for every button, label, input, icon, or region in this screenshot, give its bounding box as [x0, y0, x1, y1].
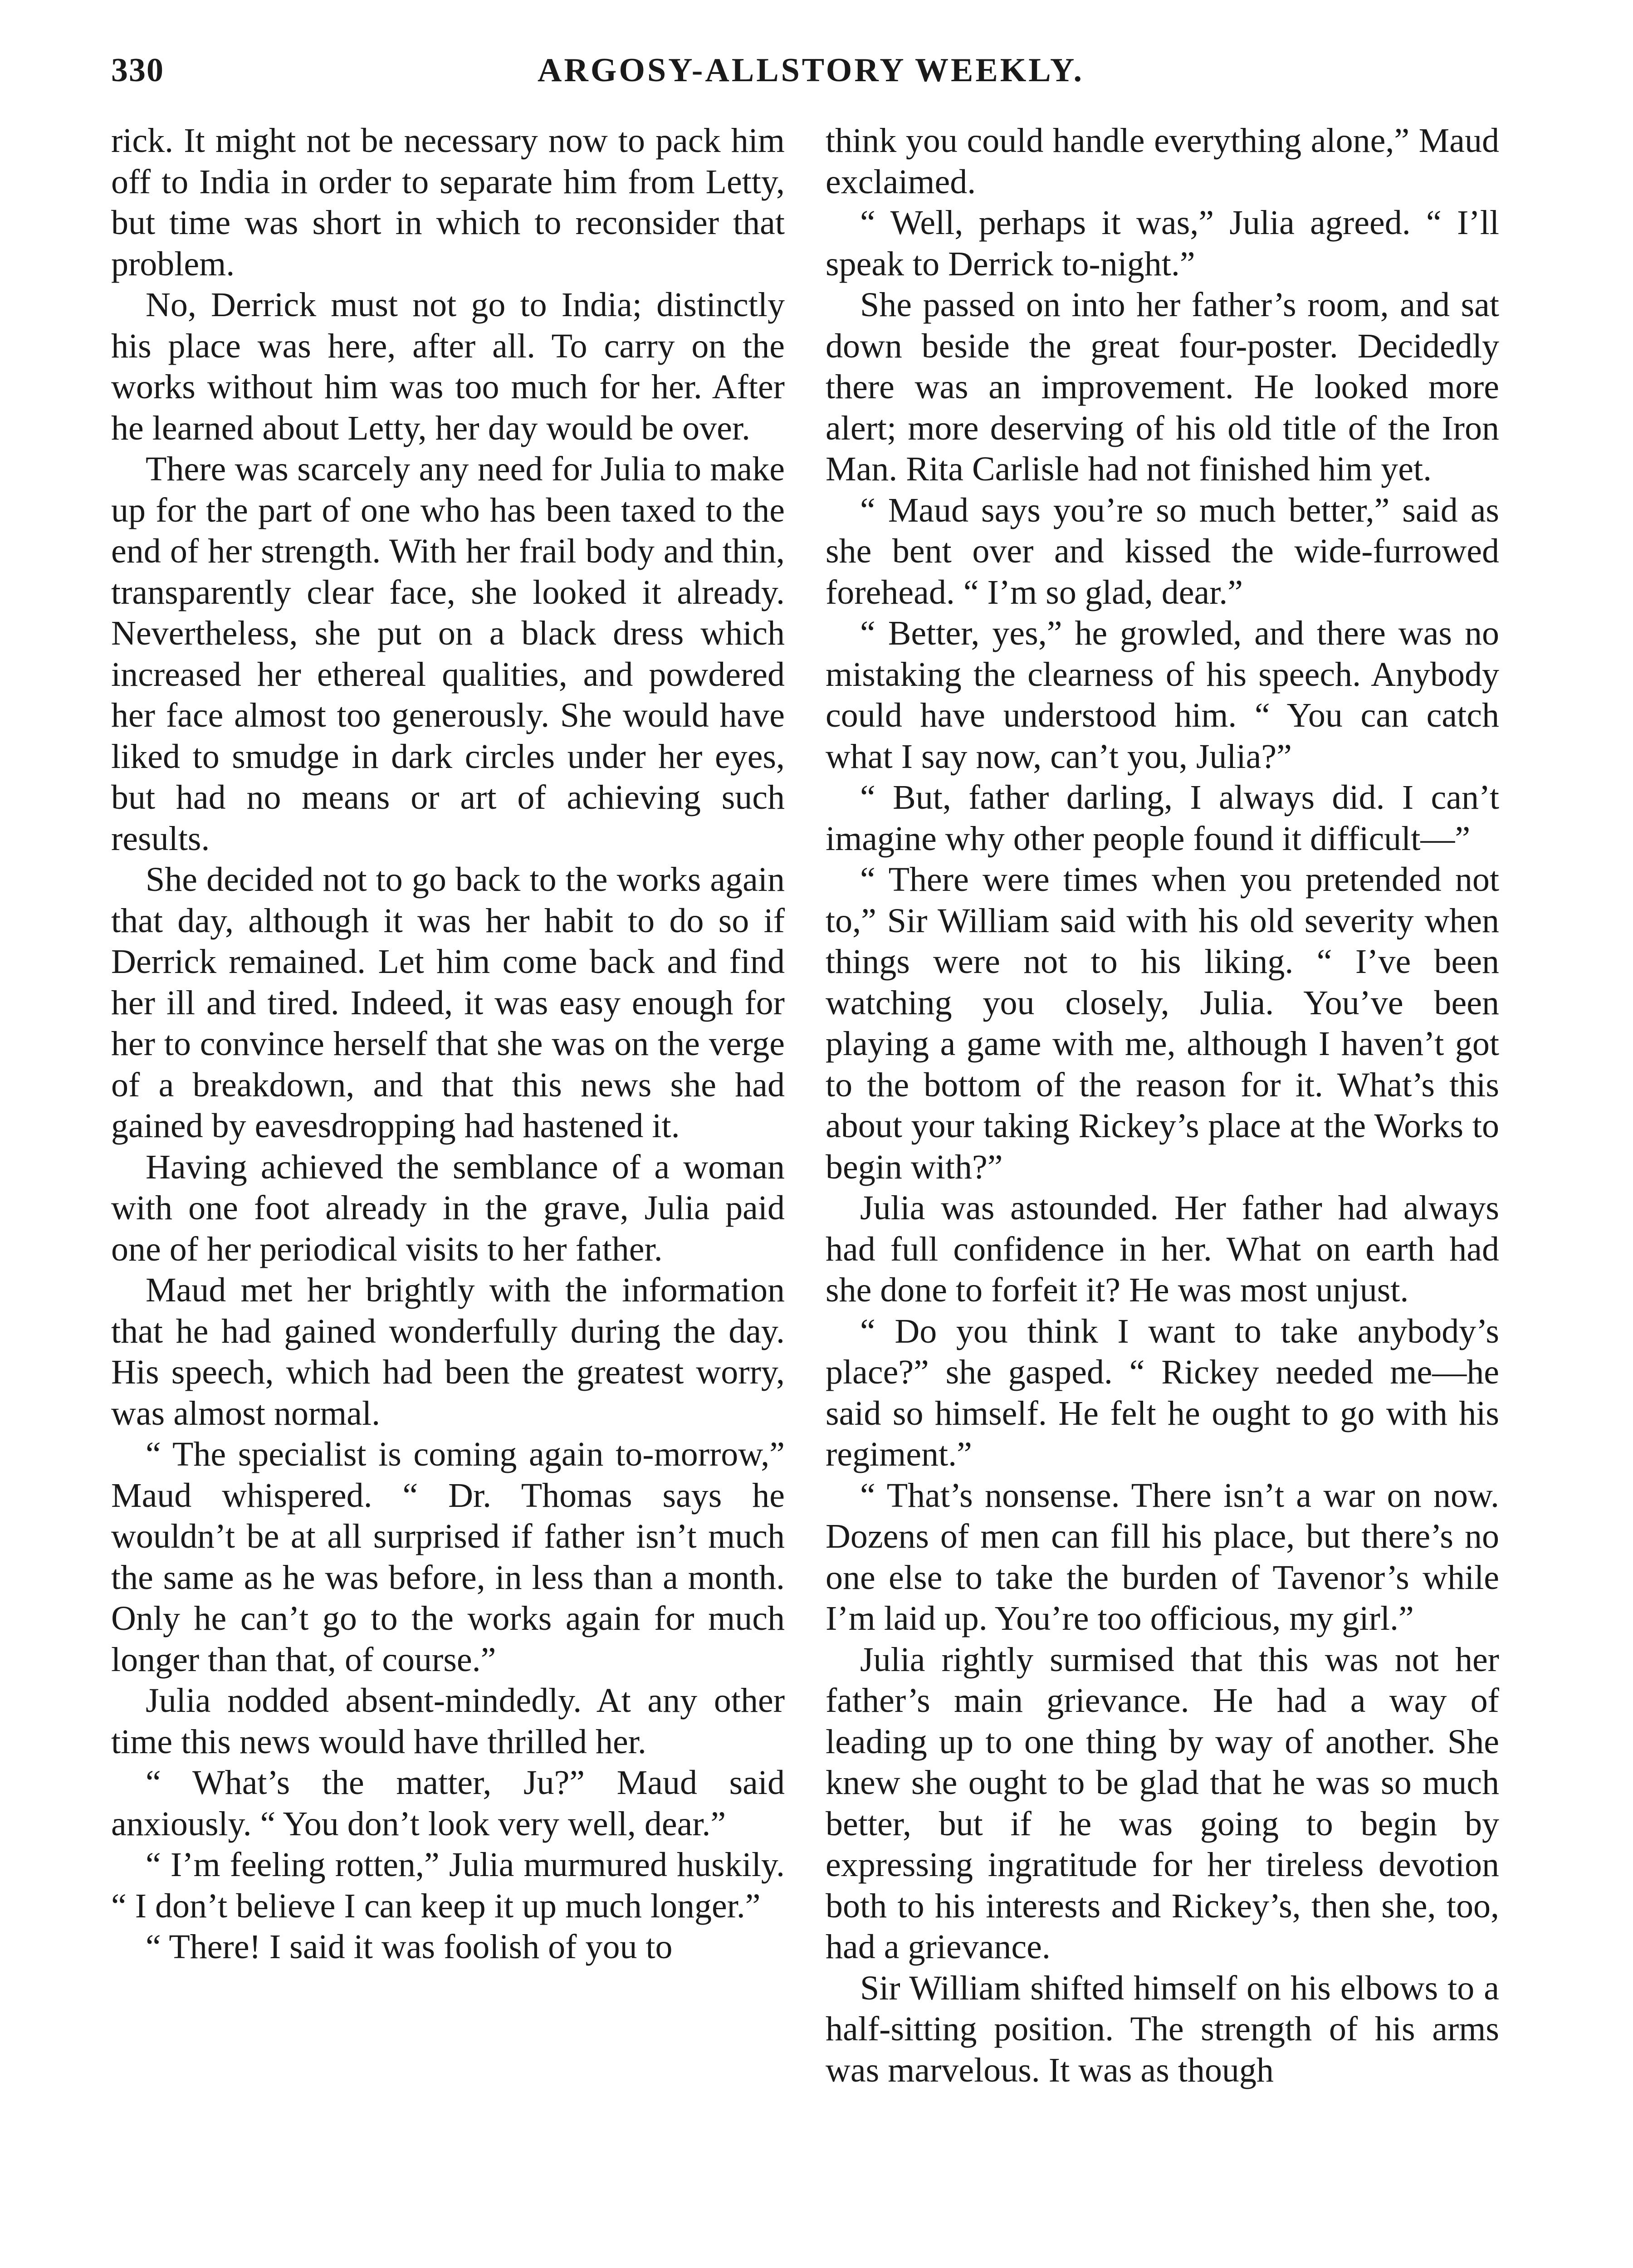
paragraph: She decided not to go back to the works again that day, although it was her habit to do so if Derrick remained. Let him come back and find her ill and tired. Indeed, it was easy enough for her to convince herself that she was on the verge of a breakdown, and that this news she had gained by eavesdropping had hastened it. — [111, 860, 785, 1145]
running-title: ARGOSY-ALLSTORY WEEKLY. — [537, 52, 1085, 89]
paragraph: “ I’m feeling rotten,” Julia murmured huskily. “ I don’t believe I can keep it up much longer.” — [111, 1846, 785, 1925]
paragraph: rick. It might not be necessary now to pack him off to India in order to separate him from Letty, but time was short in which to reconsider that problem. — [111, 122, 785, 283]
paragraph: “ Well, perhaps it was,” Julia agreed. “ I’ll speak to Derrick to-night.” — [826, 204, 1499, 283]
paragraph: No, Derrick must not go to India; distinctly his place was here, after all. To carry on the works without him was too much for her. After he learned about Letty, her day would be over. — [111, 286, 785, 447]
paragraph: “ There were times when you pretended not to,” Sir William said with his old severity when things were not to his liking. “ I’ve been watching you closely, Julia. You’ve been playing a game with me, although I haven’t got to the bottom of the reason for it. What’s this about your taking Rickey’s place at the Works to begin with?” — [826, 860, 1499, 1186]
paragraph: “ Do you think I want to take anybody’s place?” she gasped. “ Rickey needed me—he said so himself. He felt he ought to go with his regiment.” — [826, 1312, 1499, 1473]
paragraph: “ The specialist is coming again to-morrow,” Maud whispered. “ Dr. Thomas says he wouldn’t be at all surprised if father isn’t much the same as he was before, in less than a month. Only he can’t go to the works again for much longer than that, of course.” — [111, 1435, 785, 1679]
paragraph: She passed on into her father’s room, and sat down beside the great four-poster. Decidedly there was an improvement. He looked more alert; more deserving of his old title of the Iron Man. Rita Carlisle had not finished him yet. — [826, 286, 1499, 488]
paragraph: “ What’s the matter, Ju?” Maud said anxiously. “ You don’t look very well, dear.” — [111, 1764, 785, 1843]
page-header — [111, 43, 1511, 98]
paragraph: “ But, father darling, I always did. I can’t imagine why other people found it difficult—” — [826, 778, 1499, 858]
page-number: 330 — [111, 52, 164, 89]
paragraph: Julia nodded absent-mindedly. At any other time this news would have thrilled her. — [111, 1681, 785, 1761]
paragraph: There was scarcely any need for Julia to make up for the part of one who has been taxed to the end of her strength. With her frail body and thin, transparently clear face, she looked it already. Nevertheless, she put on a black dress which increased her ethereal qualities, and powdered her face almost too generously. She would have liked to smudge in dark circles under her eyes, but had no means or art of achieving such results. — [111, 450, 785, 858]
paragraph: Having achieved the semblance of a woman with one foot already in the grave, Julia paid one of her periodical visits to her father. — [111, 1148, 785, 1268]
paragraph: “ That’s nonsense. There isn’t a war on now. Dozens of men can fill his place, but there’s no one else to take the burden of Tavenor’s while I’m laid up. You’re too officious, my girl.” — [826, 1476, 1499, 1637]
paragraph: “ Maud says you’re so much better,” said as she bent over and kissed the wide-furrowed forehead. “ I’m so glad, dear.” — [826, 491, 1499, 611]
paragraph: Julia rightly surmised that this was not her father’s main grievance. He had a way of leading up to one thing by way of another. She knew she ought to be glad that he was so much better, but if he was going to begin by expressing ingratitude for her tireless devotion both to his interests and Rickey’s, then she, too, had a grievance. — [826, 1640, 1499, 1966]
paragraph: Julia was astounded. Her father had always had full confidence in her. What on earth had she done to forfeit it? He was most unjust. — [826, 1189, 1499, 1309]
right-column — [826, 120, 1499, 2091]
paragraph: Maud met her brightly with the information that he had gained wonderfully during the day. His speech, which had been the greatest worry, was almost normal. — [111, 1271, 785, 1432]
paragraph: Sir William shifted himself on his elbows to a half-sitting position. The strength of his arms was marvelous. It was as though — [826, 1969, 1499, 2089]
left-column — [111, 120, 785, 1968]
paragraph: think you could handle everything alone,” Maud exclaimed. — [826, 122, 1499, 201]
paragraph: “ There! I said it was foolish of you to — [146, 1928, 673, 1966]
paragraph: “ Better, yes,” he growled, and there was no mistaking the clearness of his speech. Anybody could have understood him. “ You can catch what I say now, can’t you, Julia?” — [826, 614, 1499, 776]
